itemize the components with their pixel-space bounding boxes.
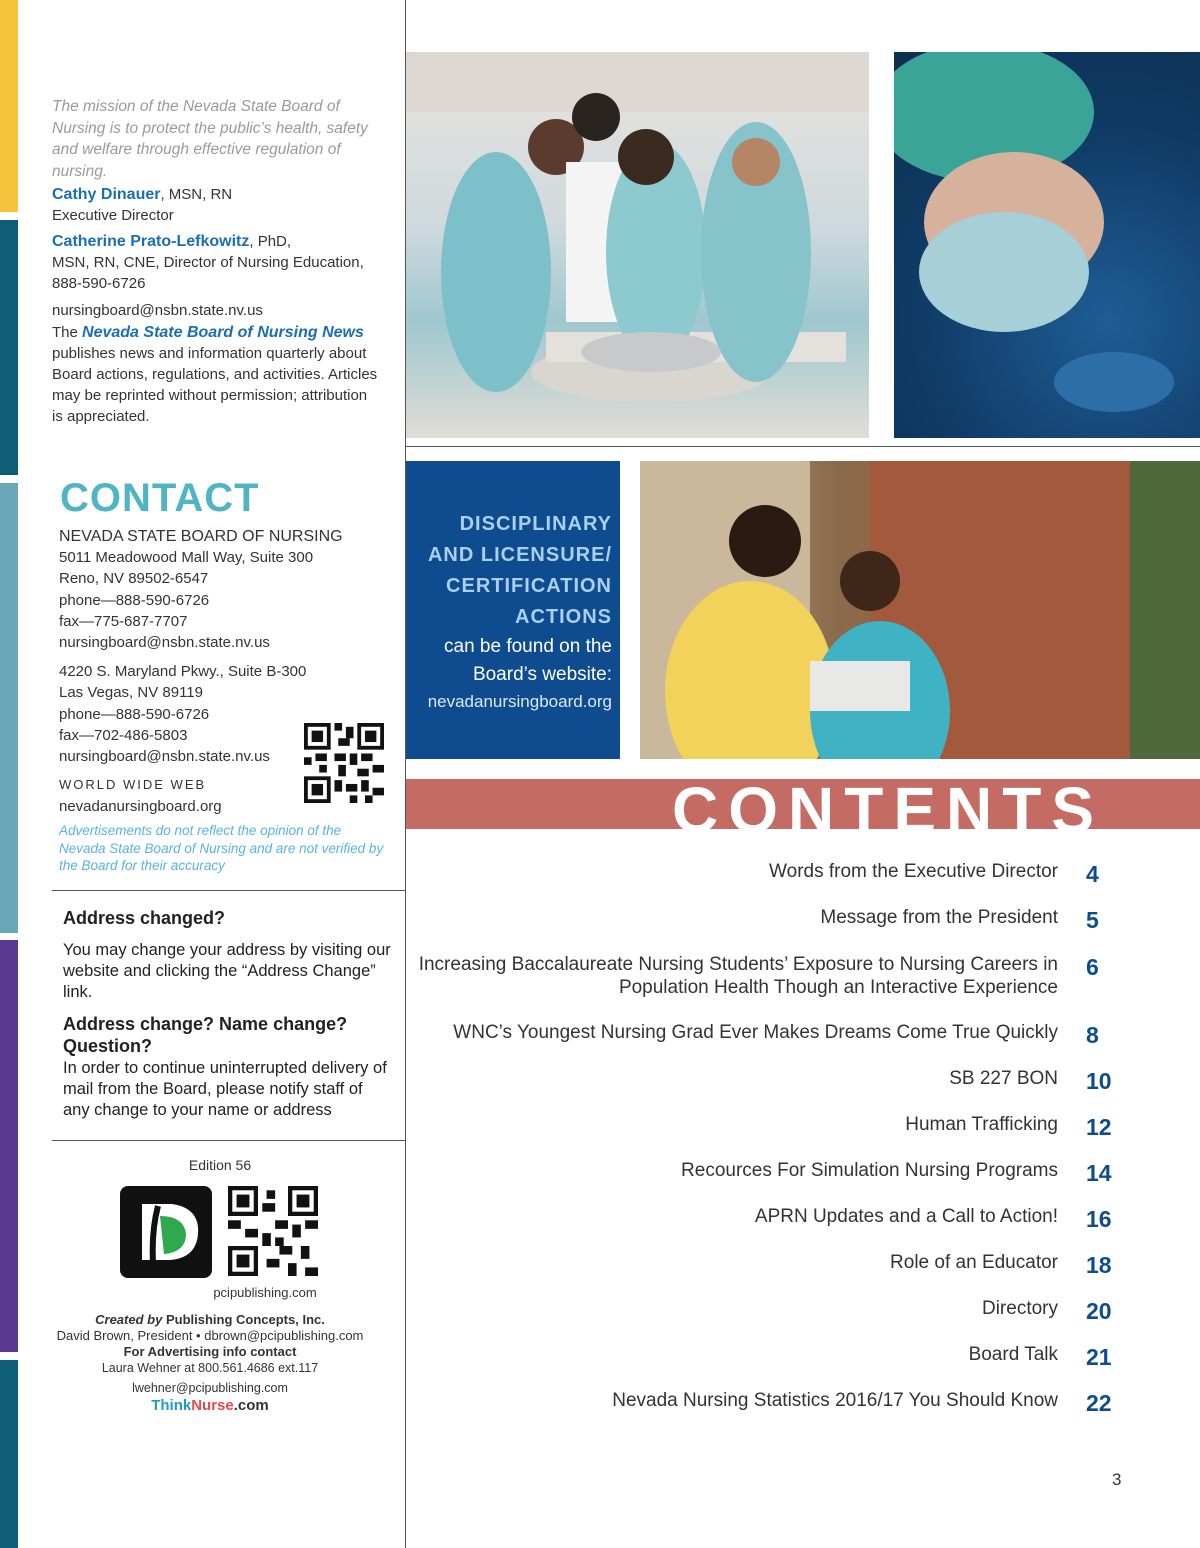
- toc-title: WNC’s Youngest Nursing Grad Ever Makes Dreams Come True Quickly: [453, 1022, 1058, 1043]
- divider: [406, 446, 1200, 447]
- disc-body-line: Board’s website:: [472, 664, 612, 685]
- page-number: 3: [1112, 1470, 1122, 1489]
- staff-credentials: , MSN, RN: [160, 186, 233, 203]
- president: David Brown, President • dbrown@pcipublishing.com: [56, 1328, 364, 1343]
- toc-page-number: 22: [1086, 1390, 1112, 1416]
- toc-page-number: 16: [1086, 1206, 1112, 1232]
- phone: phone—888-590-6726: [59, 705, 210, 723]
- news-description: [52, 322, 382, 427]
- email-link[interactable]: nursingboard@nsbn.state.nv.us: [59, 634, 270, 652]
- toc-page-number: 20: [1086, 1298, 1112, 1324]
- address-line: Reno, NV 89502-6547: [59, 570, 209, 588]
- address-line: Las Vegas, NV 89119: [59, 684, 203, 702]
- think-text: Think: [151, 1397, 192, 1414]
- ad-contact: Laura Wehner at 800.561.4686 ext.117: [101, 1361, 319, 1375]
- reno-address: [59, 547, 359, 653]
- surgeon-photo: [894, 52, 1200, 438]
- email-link[interactable]: nursingboard@nsbn.state.nv.us: [59, 748, 270, 766]
- board-email[interactable]: nursingboard@nsbn.state.nv.us: [52, 302, 263, 319]
- toc-page-number: 4: [1086, 861, 1099, 887]
- web-label: WORLD WIDE WEB: [59, 777, 207, 792]
- nurse-text: Nurse: [191, 1397, 234, 1414]
- created-by-name: Publishing Concepts, Inc.: [165, 1312, 325, 1327]
- mission-statement: The mission of the Nevada State Board of Nursing is to protect the public’s health, safety and welfare through effective regulation of nursing.: [52, 98, 368, 180]
- toc-page-number: 6: [1086, 954, 1099, 980]
- toc-title: Role of an Educator: [890, 1252, 1058, 1273]
- disciplinary-box: [406, 461, 620, 759]
- disc-heading-line: DISCIPLINARY: [459, 513, 612, 535]
- staff-credentials: , PhD,: [249, 233, 292, 250]
- edition: Edition 56: [188, 1157, 252, 1173]
- toc-title: Increasing Baccalaureate Nursing Students’ Exposure to Nursing Careers in Population Health Though an Interactive Experience: [418, 954, 1058, 998]
- ad-email[interactable]: lwehner@pcipublishing.com: [132, 1381, 288, 1395]
- publisher-credits: [40, 1312, 380, 1414]
- strip-purple: [0, 940, 18, 1352]
- disc-url[interactable]: nevadanursingboard.org: [427, 692, 612, 711]
- strip-yellow: [0, 0, 18, 212]
- toc-title: SB 227 BON: [949, 1068, 1058, 1089]
- contact-heading: CONTACT: [60, 476, 260, 520]
- pci-logo-icon: [120, 1186, 212, 1278]
- strip-teal-bottom: [0, 1360, 18, 1548]
- fax: fax—702-486-5803: [59, 726, 188, 744]
- address-line: 5011 Meadowood Mall Way, Suite 300: [59, 549, 314, 566]
- ad-disclaimer: Advertisements do not reflect the opinion of the Nevada State Board of Nursing and are not verified by the Board for their accuracy: [59, 823, 384, 873]
- address-line: 4220 S. Maryland Pkwy., Suite B-300: [59, 663, 307, 680]
- toc-page-number: 18: [1086, 1252, 1112, 1278]
- address-question-1: [63, 908, 393, 930]
- disc-heading-line: AND LICENSURE/: [427, 544, 612, 566]
- staff-director-education: [52, 231, 382, 294]
- toc-page-number: 21: [1086, 1344, 1112, 1370]
- disc-heading-line: CERTIFICATION: [446, 575, 612, 597]
- contact-org: NEVADA STATE BOARD OF NURSING: [59, 528, 343, 545]
- nursing-simulation-photo: [406, 52, 869, 438]
- address-answer-1: You may change your address by visiting our website and clicking the “Address Change” link.: [63, 941, 391, 1001]
- disc-heading-line: ACTIONS: [515, 606, 612, 628]
- divider: [52, 890, 405, 891]
- pci-site[interactable]: pcipublishing.com: [213, 1285, 317, 1300]
- staff-executive-director: [52, 184, 382, 226]
- toc-page-number: 14: [1086, 1160, 1112, 1186]
- staff-title: MSN, RN, CNE, Director of Nursing Education, 888-590-6726: [52, 254, 364, 292]
- news-text: publishes news and information quarterly about Board actions, regulations, and activities. Articles may be reprinted without permission; attribution is appreciated.: [52, 345, 378, 425]
- thinknurse-link[interactable]: [40, 1398, 380, 1414]
- divider: [52, 1140, 405, 1141]
- dotcom-text: .com: [233, 1397, 269, 1414]
- toc-title: Directory: [981, 1298, 1058, 1319]
- news-prefix: The: [52, 324, 78, 341]
- address-answer-2: In order to continue uninterrupted delivery of mail from the Board, please notify staff of any change to your name or address: [63, 1059, 387, 1119]
- news-name: Nevada State Board of Nursing News: [82, 324, 364, 341]
- question-heading: Address change? Name change? Question?: [63, 1014, 348, 1056]
- toc-page-number: 5: [1086, 907, 1099, 933]
- toc-title: Words from the Executive Director: [769, 861, 1058, 882]
- staff-title: Executive Director: [52, 207, 174, 224]
- toc-title: APRN Updates and a Call to Action!: [754, 1206, 1058, 1227]
- address-question-2: [63, 1014, 393, 1058]
- toc-title: Board Talk: [968, 1344, 1058, 1365]
- question-heading: Address changed?: [63, 908, 226, 928]
- fax: fax—775-687-7707: [59, 612, 188, 630]
- contents-title: CONTENTS: [672, 774, 1104, 846]
- students-photo: [640, 461, 1200, 759]
- toc-title: Human Trafficking: [905, 1114, 1058, 1135]
- phone: phone—888-590-6726: [59, 591, 210, 609]
- toc-page-number: 8: [1086, 1022, 1099, 1048]
- ad-info: For Advertising info contact: [123, 1344, 297, 1359]
- staff-name: Catherine Prato-Lefkowitz: [52, 233, 250, 250]
- toc-title: Recources For Simulation Nursing Programs: [681, 1160, 1058, 1181]
- disc-body-line: can be found on the: [444, 636, 612, 657]
- toc-title: Nevada Nursing Statistics 2016/17 You Should Know: [612, 1390, 1058, 1411]
- toc-page-number: 10: [1086, 1068, 1112, 1094]
- strip-teal: [0, 220, 18, 475]
- toc-title: Message from the President: [820, 907, 1058, 928]
- created-by-label: Created by: [95, 1312, 163, 1327]
- strip-photo: [0, 483, 18, 933]
- web-url[interactable]: nevadanursingboard.org: [59, 798, 222, 815]
- qr-code-icon[interactable]: [228, 1186, 318, 1276]
- qr-code-icon[interactable]: [304, 723, 384, 803]
- staff-name: Cathy Dinauer: [52, 186, 161, 203]
- toc-page-number: 12: [1086, 1114, 1112, 1140]
